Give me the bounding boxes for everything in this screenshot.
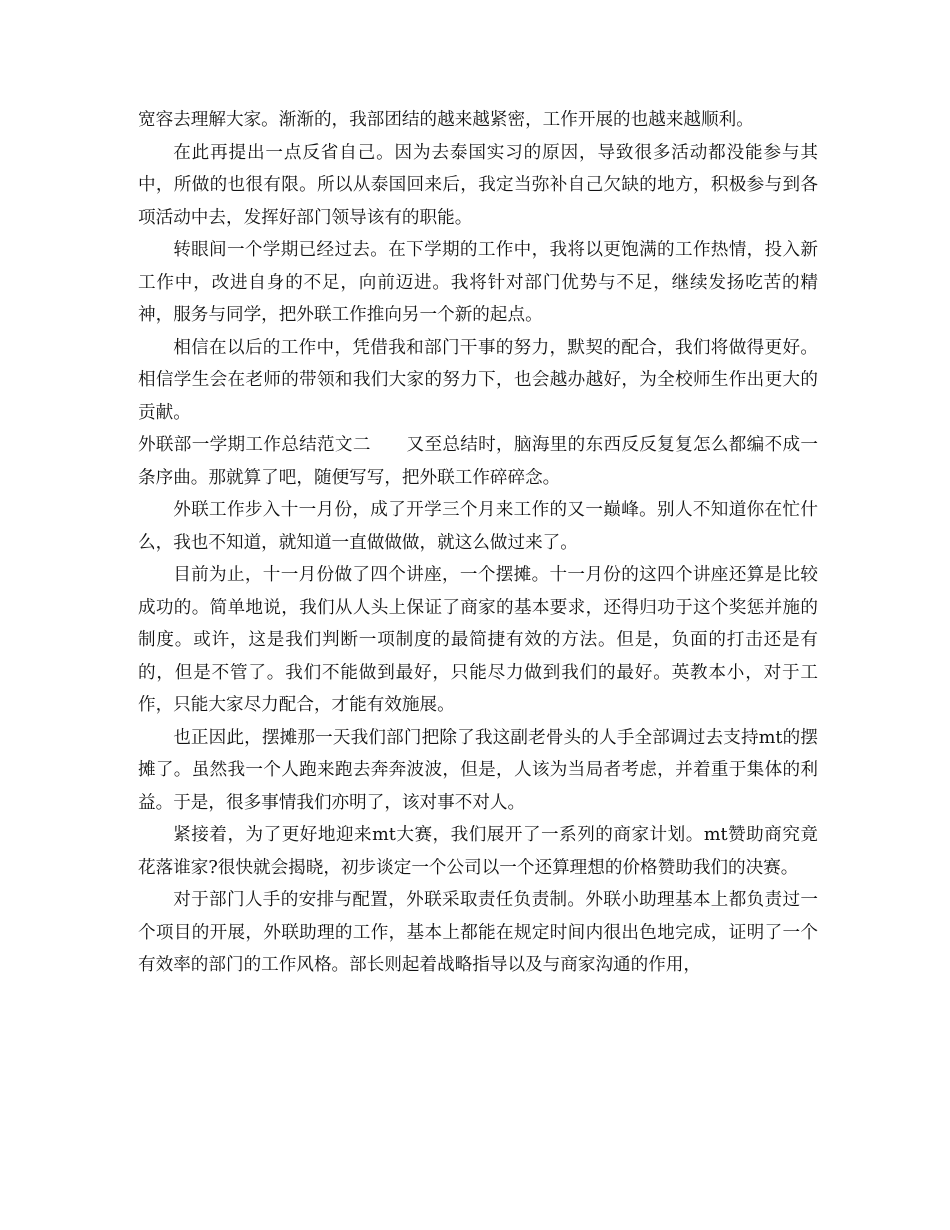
paragraph-9: 紧接着，为了更好地迎来mt大赛，我们展开了一系列的商家计划。mt赞助商究竟花落谁家?很快就会揭晓，初步谈定一个公司以一个还算理想的价格赞助我们的决赛。	[138, 825, 818, 878]
paragraph-10: 对于部门人手的安排与配置，外联采取责任负责制。外联小助理基本上都负责过一个项目的开展，外联助理的工作，基本上都能在规定时间内很出色地完成，证明了一个有效率的部门的工作风格。部长则起着战略指导以及与商家沟通的作用，	[138, 890, 818, 975]
paragraph-7: 目前为止，十一月份做了四个讲座，一个摆摊。十一月份的这四个讲座还算是比较成功的。简单地说，我们从人头上保证了商家的基本要求，还得归功于这个奖惩并施的制度。或许，这是我们判断一项制度的最简捷有效的方法。但是，负面的打击还是有的，但是不管了。我们不能做到最好，只能尽力做到我们的最好。英教本小，对于工作，只能大家尽力配合，才能有效施展。	[138, 565, 818, 715]
paragraph-2: 在此再提出一点反省自己。因为去泰国实习的原因，导致很多活动都没能参与其中，所做的也很有限。所以从泰国回来后，我定当弥补自己欠缺的地方，积极参与到各项活动中去，发挥好部门领导该有的职能。	[138, 142, 818, 228]
paragraph-5: 外联部一学期工作总结范文二 又至总结时，脑海里的东西反反复复怎么都编不成一条序曲。那就算了吧，随便写写，把外联工作碎碎念。	[138, 435, 818, 488]
document-page	[138, 104, 818, 982]
paragraph-8: 也正因此，摆摊那一天我们部门把除了我这副老骨头的人手全部调过去支持mt的摆摊了。虽然我一个人跑来跑去奔奔波波，但是，人该为当局者考虑，并着重于集体的利益。于是，很多事情我们亦明了，该对事不对人。	[138, 727, 818, 813]
paragraph-6: 外联工作步入十一月份，成了开学三个月来工作的又一巅峰。别人不知道你在忙什么，我也不知道，就知道一直做做做，就这么做过来了。	[138, 500, 818, 553]
paragraph-4: 相信在以后的工作中，凭借我和部门干事的努力，默契的配合，我们将做得更好。相信学生会在老师的带领和我们大家的努力下，也会越办越好，为全校师生作出更大的贡献。	[138, 337, 818, 423]
paragraph-1: 宽容去理解大家。渐渐的，我部团结的越来越紧密，工作开展的也越来越顺利。	[138, 110, 754, 130]
paragraph-3: 转眼间一个学期已经过去。在下学期的工作中，我将以更饱满的工作热情，投入新工作中，改进自身的不足，向前迈进。我将针对部门优势与不足，继续发扬吃苦的精神，服务与同学，把外联工作推向另一个新的起点。	[138, 240, 818, 325]
